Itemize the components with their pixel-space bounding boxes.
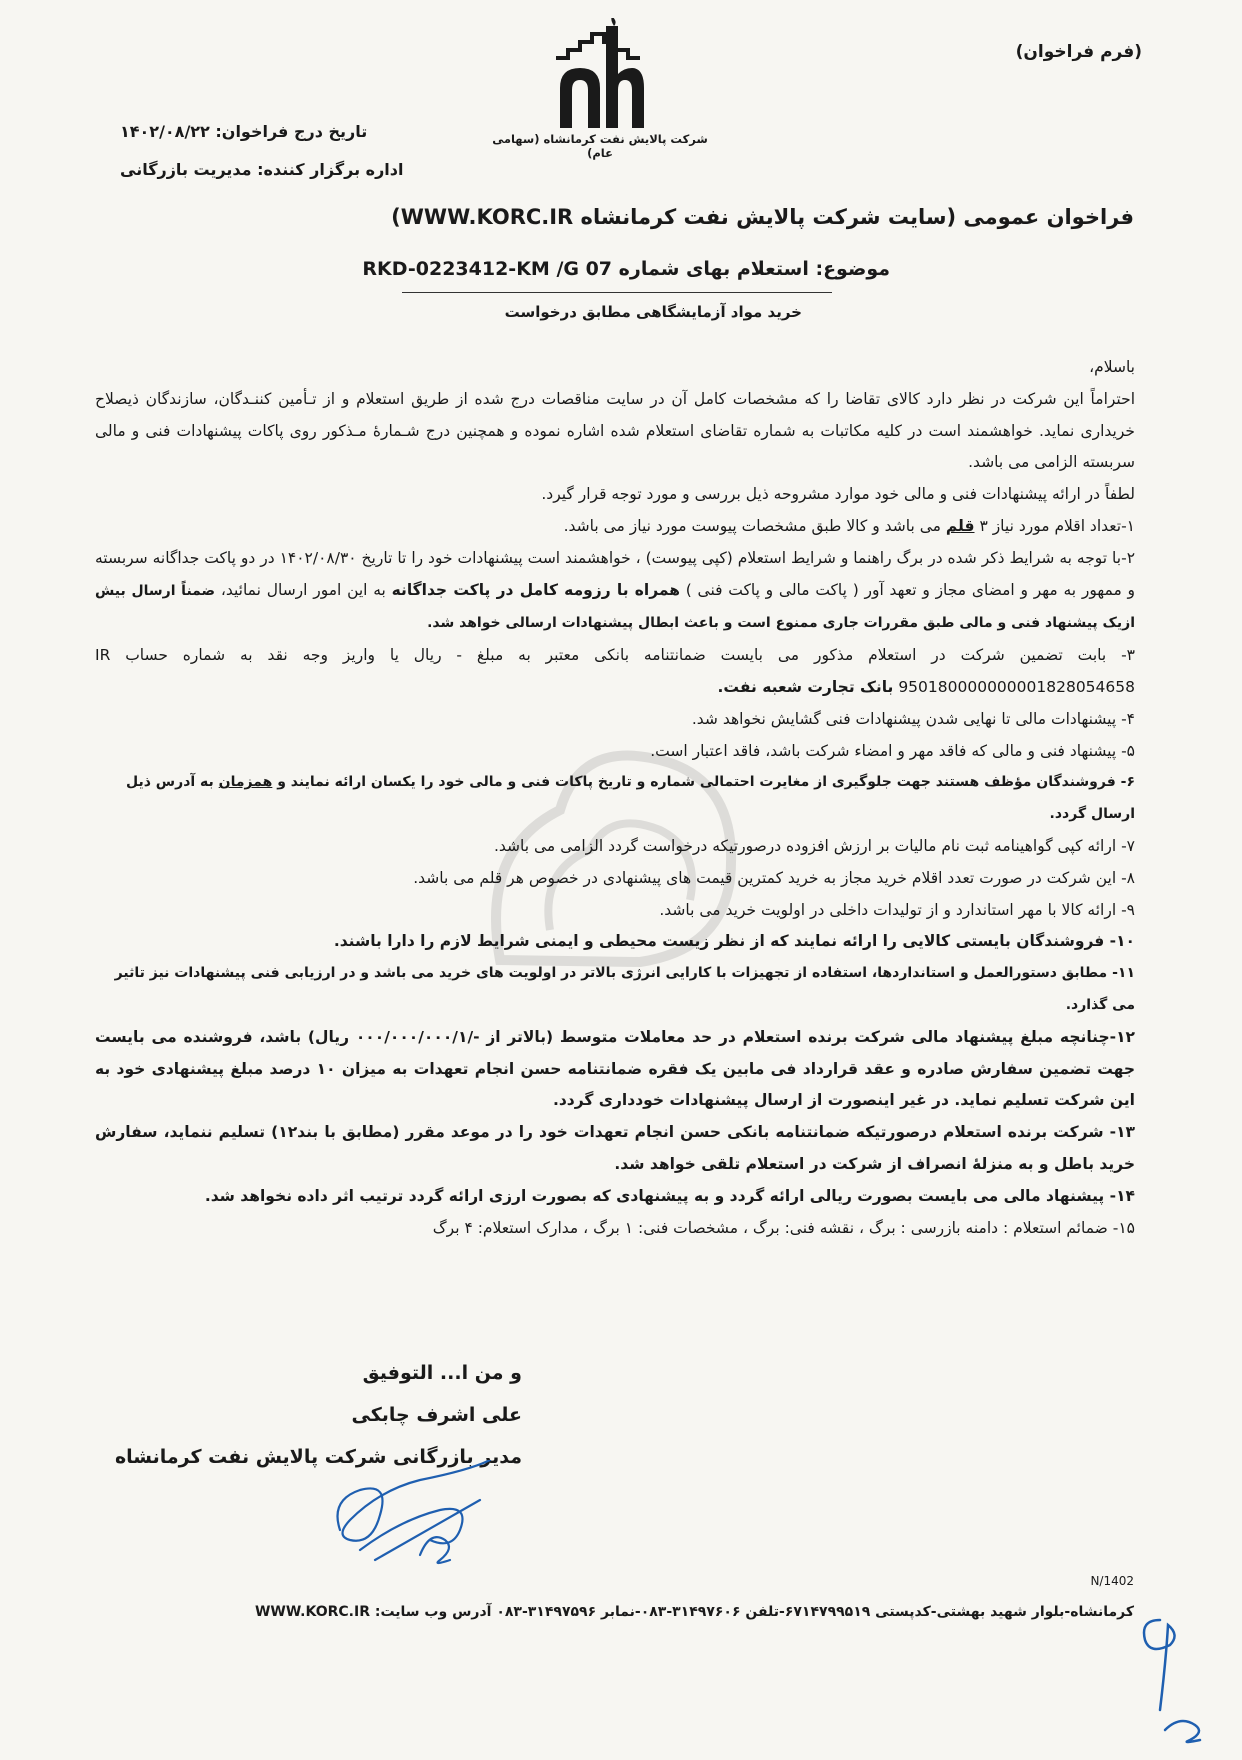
item-15: ۱۵- ضمائم استعلام : دامنه بازرسی : برگ ، نقشه فنی: برگ ، مشخصات فنی: ۱ برگ ، مدارک استعلام: ۴ برگ — [432, 1218, 1135, 1237]
announcement-date: تاریخ درج فراخوان: ۱۴۰۲/۰۸/۲۲ — [120, 122, 368, 141]
item-1-emphasis: قلم — [945, 516, 975, 535]
company-logo — [540, 18, 658, 138]
item-14: ۱۴- پیشنهاد مالی می بایست بصورت ریالی ارائه گردد و به پیشنهادی که بصورت ارزی ارائه گردد ترتیب اثر داده نخواهد شد. — [204, 1186, 1135, 1205]
item-13: ۱۳- شرکت برنده استعلام درصورتیکه ضمانتنامه بانکی حسن انجام تعهدات خود را در موعد مقرر (مطابق با بند۱۲) تسلیم ننماید، سفارش خرید باطل و به منزلۀ انصراف از شرکت در استعلام تلقی خواهد شد. — [95, 1123, 1135, 1173]
instructions-note: لطفاً در ارائه پیشنهادات فنی و مالی خود موارد مشروحه ذیل بررسی و مورد توجه قرار گیرد. — [541, 485, 1135, 504]
organizing-office: اداره برگزار کننده: مدیریت بازرگانی — [120, 160, 404, 179]
item-4: ۴- پیشنهادات مالی تا نهایی شدن پیشنهادات فنی گشایش نخواهد شد. — [691, 709, 1135, 728]
form-label: (فرم فراخوان) — [1015, 42, 1142, 62]
item-5: ۵- پیشنهاد فنی و مالی که فاقد مهر و امضاء شرکت باشد، فاقد اعتبار است. — [650, 741, 1135, 760]
company-name: شرکت پالایش نفت کرمانشاه (سهامی عام) — [492, 132, 708, 160]
signer-title: مدیر بازرگانی شرکت پالایش نفت کرمانشاه — [114, 1446, 522, 1468]
item-10: ۱۰- فروشندگان بایستی کالایی را ارائه نمایند که از نظر زیست محیطی و ایمنی شرایط لازم را دارا باشند. — [333, 932, 1135, 951]
item-6: ۶- فروشندگان مؤظف هستند جهت جلوگیری از مغایرت احتمالی شماره و تاریخ پاکات فنی و مالی خود را یکسان ارائه نمایند و همزمان به آدرس ذیل ارسال گردد. — [126, 774, 1135, 823]
subject-line: موضوع: استعلام بهای شماره RKD-0223412-KM /G 07 — [362, 258, 890, 280]
greeting: باسلام، — [1089, 358, 1135, 376]
item-2-warning: ضمناً ارسال بیش ازیک پیشنهاد فنی و مالی طبق مقررات جاری ممنوع است و باعث ابطال پیشنهادات ارسالی خواهد شد. — [95, 582, 1135, 632]
subject-description: خرید مواد آزمایشگاهی مطابق درخواست — [504, 303, 802, 321]
item-1: ۱-تعداد اقلام مورد نیاز ۳ قلم می باشد و کالا طبق مشخصات پیوست مورد نیاز می باشد. — [563, 516, 1135, 535]
reference-code: N/1402 — [1090, 1574, 1134, 1588]
item-11: ۱۱- مطابق دستورالعمل و استانداردها، استفاده از تجهیزات با کارایی انرژی بالاتر در اولویت های خرید می باشد و در ارزیابی فنی پیشنهادات نیز تاثیر می گذارد. — [114, 965, 1135, 1013]
closing-phrase: و من ا... التوفیق — [362, 1362, 522, 1384]
item-7: ۷- ارائه کپی گواهینامه ثبت نام مالیات بر ارزش افزوده درصورتیکه درخواست گردد الزامی می باشد. — [493, 836, 1135, 855]
handwritten-signature — [320, 1460, 520, 1570]
handwritten-mark — [1120, 1600, 1220, 1750]
signer-name: علی اشرف چابکی — [351, 1404, 522, 1426]
item-6-emphasis: همزمان — [218, 774, 273, 791]
item-9: ۹- ارائه کالا با مهر استاندارد و از تولیدات داخلی در اولویت خرید می باشد. — [659, 900, 1135, 919]
subject-underline — [402, 292, 832, 293]
item-8: ۸- این شرکت در صورت تعدد اقلام خرید مجاز به خرید کمترین قیمت های پیشنهادی در خصوص هر قلم می باشد. — [413, 868, 1135, 887]
item-12: ۱۲-چنانچه مبلغ پیشنهاد مالی شرکت برنده استعلام در حد معاملات متوسط (بالاتر از -/۰۰۰/۰۰۰/۰۰۰/۱ ریال) باشد، فروشنده می بایست جهت تضمین سفارش صادره و عقد قرارداد فی مابین یک فقره ضمانتنامه حسن انجام تعهدات به میزان ۱۰ درصد مبلغ پیشنهادی خود به این شرکت تسلیم نماید. در غیر اینصورت از ارسال پیشنهادات خودداری گردد. — [95, 1027, 1136, 1110]
intro-paragraph: احتراماً این شرکت در نظر دارد کالای تقاضا را که مشخصات کامل آن در سایت مناقصات درج شده از طریق استعلام و از تـأمین کننـدگان، سازندگان ذیصلاح خریداری نماید. خواهشمند است در کلیه مکاتبات به شماره تقاضای استعلام شده اشاره نموده و همچنین درج شـمارۀ مـذکور روی پاکات پیشنهادات فنی و مالی سربسته الزامی می باشد. — [95, 389, 1135, 472]
page-title: فراخوان عمومی (سایت شرکت پالایش نفت کرمانشاه WWW.KORC.IR) — [391, 205, 1134, 229]
item-2-emphasis: همراه با رزومه کامل در پاکت جداگانه — [391, 580, 680, 599]
item-3: ۳- بابت تضمین شرکت در استعلام مذکور می بایست ضمانتنامه بانکی معتبر به مبلغ - ریال یا واریز وجه نقد به شماره حساب IR 950180000000001828054658 بانک تجارت شعبه نفت. — [95, 646, 1135, 696]
item-2: ۲-با توجه به شرایط ذکر شده در برگ راهنما و شرایط استعلام (کپی پیوست) ، خواهشمند است پیشنهادات خود را تا تاریخ ۱۴۰۲/۰۸/۳۰ در دو پاکت جداگانه سربسته و ممهور به مهر و امضای مجاز و تعهد آور ( پاکت مالی و پاکت فنی ) همراه با رزومه کامل در پاکت جداگانه به این امور ارسال نمائید، ضمناً ارسال بیش ازیک پیشنهاد فنی و مالی طبق مقررات جاری ممنوع است و باعث ابطال پیشنهادات ارسالی خواهد شد. — [95, 548, 1136, 632]
footer-address: کرمانشاه-بلوار شهید بهشتی-کدپستی ۶۷۱۴۷۹۹۵۱۹-تلفن ۳۱۴۹۷۶۰۶-۰۸۳-نمابر ۳۱۴۹۷۵۹۶-۰۸۳ آدرس وب سایت: WWW.KORC.IR — [254, 1604, 1134, 1620]
item-3-bank: بانک تجارت شعبه نفت. — [717, 677, 894, 696]
letter-body — [95, 352, 1135, 1244]
